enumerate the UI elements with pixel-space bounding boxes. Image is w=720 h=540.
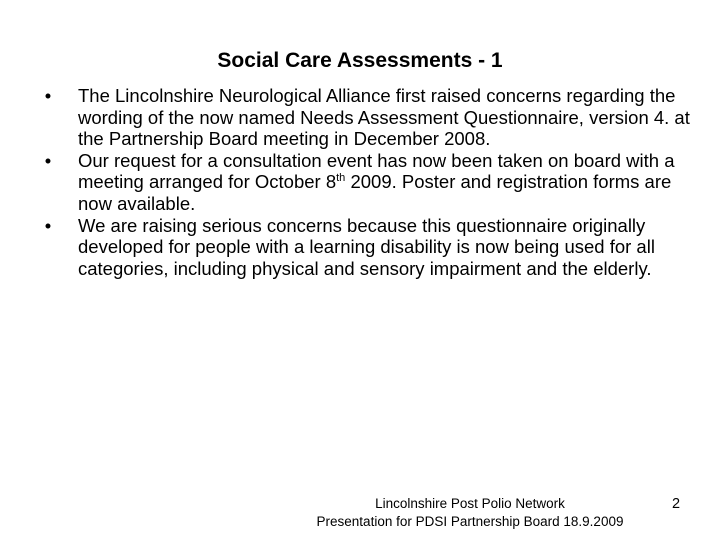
footer [300, 495, 640, 531]
ordinal-suffix: th [336, 172, 346, 185]
bullet-icon: • [44, 149, 52, 171]
bullet-text-part-1: Our request for a consultation event has now been taken on board with a meeting arranged for October 8 [78, 149, 675, 193]
bullet-item-1 [38, 85, 698, 150]
footer-organization: Lincolnshire Post Polio Network [375, 496, 565, 511]
bullet-text: The Lincolnshire Neurological Alliance first raised concerns regarding the wording of the now named Needs Assessment Questionnaire, version 4. at the Partnership Board meeting in December 2008. [78, 85, 690, 150]
bullet-text: We are raising serious concerns because this questionnaire originally developed for people with a learning disability is now being used for all categories, including physical and sensory impairment and the elderly. [78, 214, 655, 279]
bullet-item-2 [38, 150, 698, 215]
page-number: 2 [672, 496, 681, 512]
bullet-text-part-2: 2009. Poster and registration forms are now available. [78, 171, 672, 214]
bullet-icon: • [44, 214, 52, 236]
slide-title: Social Care Assessments - 1 [217, 49, 503, 72]
footer-presentation: Presentation for PDSI Partnership Board 18.9.2009 [316, 514, 624, 529]
bullet-icon: • [44, 85, 52, 106]
bullet-item-3 [38, 215, 698, 280]
bullet-list [38, 85, 698, 279]
